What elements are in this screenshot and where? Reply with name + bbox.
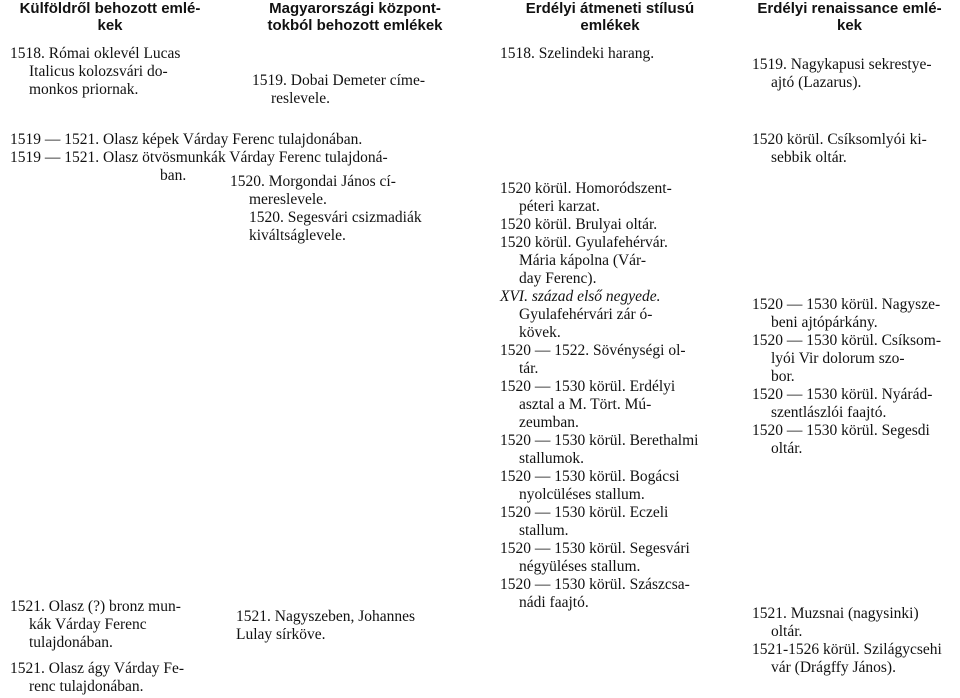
header-col3-line1: Erdélyi átmeneti stílusú — [525, 0, 695, 17]
header-col1-line2: kek — [97, 17, 123, 34]
col3-line-2: péteri karzat. — [519, 198, 600, 215]
col1-entry-1518-line1: 1518. Római oklevél Lucas — [10, 45, 181, 62]
col1-entry-1518 — [10, 45, 215, 99]
col1-entry-1519-line3: ban. — [160, 167, 187, 184]
col4-entry-1519 — [752, 56, 932, 92]
col4-entry-1521-line4: vár (Drágffy János). — [771, 659, 896, 676]
col4-entry-1521-line1: 1521. Muzsnai (nagysinki) — [752, 605, 919, 622]
col3-line-22: négyüléses stallum. — [519, 558, 641, 575]
col3-line-19: 1520 — 1530 körül. Eczeli — [500, 504, 669, 521]
col3-line-21: 1520 — 1530 körül. Segesvári — [500, 540, 690, 557]
col2-entry-1520a-line1: 1520. Morgondai János cí- — [230, 173, 396, 190]
col2-entry-1519-line1: 1519. Dobai Demeter címe- — [252, 72, 426, 89]
col4-entry-1520-line1: 1520 körül. Csíksomlyói ki- — [752, 131, 927, 148]
col1-entry-1521b-line1: 1521. Olasz ágy Várday Fe- — [10, 660, 185, 677]
col2-entry-1521-line1: 1521. Nagyszeben, Johannes — [236, 608, 416, 625]
col1-entry-1519-line1: 1519 — 1521. Olasz képek Várday Ferenc tulajdonában. — [10, 131, 363, 148]
col3-line-16: stallumok. — [519, 450, 585, 467]
col3-list — [500, 180, 698, 612]
col2-entry-1520b-line1: 1520. Segesvári csizmadiák — [249, 209, 422, 226]
col3-line-11: tár. — [519, 360, 539, 377]
header-col2 — [240, 0, 470, 34]
col3-line-8: Gyulafehérvári zár ó- — [519, 306, 653, 323]
header-col1 — [10, 0, 210, 34]
col4-entry-1521-line2: oltár. — [771, 623, 803, 640]
header-col3-line2: emlékek — [580, 17, 640, 34]
col3-line-12: 1520 — 1530 körül. Erdélyi — [500, 378, 676, 395]
col3-line-18: nyolcüléses stallum. — [519, 486, 645, 503]
col1-entry-1521a — [10, 598, 181, 652]
header-col3 — [495, 0, 725, 34]
col3-entry-1518 — [500, 45, 654, 63]
col3-line-10: 1520 — 1522. Sövénységi ol- — [500, 342, 686, 359]
header-col2-line1: Magyarországi központ- — [269, 0, 441, 17]
col4-line-8: 1520 — 1530 körül. Segesdi — [752, 422, 930, 439]
col3-line-3: 1520 körül. Brulyai oltár. — [500, 216, 658, 233]
col3-line-24: nádi faajtó. — [519, 594, 589, 611]
col1-entry-1518-line2: Italicus kolozsvári do- — [29, 63, 168, 80]
col2-entry-1521-line2: Lulay sírköve. — [236, 626, 326, 643]
header-col4 — [742, 0, 957, 34]
col2-entry-1520b-line2: kiváltságlevele. — [249, 227, 346, 244]
col2-entry-1520a — [230, 173, 422, 245]
col1-entry-1521a-line3: tulajdonában. — [29, 634, 113, 651]
col2-entry-1519-line2: reslevele. — [271, 90, 330, 107]
col4-line-9: oltár. — [771, 440, 803, 457]
col1-entry-1518-line3: monkos priornak. — [29, 81, 139, 98]
col3-line-20: stallum. — [519, 522, 569, 539]
col3-line-15: 1520 — 1530 körül. Berethalmi — [500, 432, 699, 449]
col1-entry-1521a-line1: 1521. Olasz (?) bronz mun- — [10, 598, 181, 615]
col3-entry-1518-line1: 1518. Szelindeki harang. — [500, 45, 655, 62]
col1-entry-1521a-line2: kák Várday Ferenc — [29, 616, 147, 633]
col4-entry-1519-line1: 1519. Nagykapusi sekrestye- — [752, 56, 932, 73]
col4-entry-1521-line3: 1521-1526 körül. Szilágycsehi — [752, 641, 942, 658]
col3-line-9: kövek. — [519, 324, 561, 341]
col3-line-13: asztal a M. Tört. Mú- — [519, 396, 652, 413]
header-col2-line2: tokból behozott emlékek — [267, 17, 443, 34]
col4-line-6: 1520 — 1530 körül. Nyárád- — [752, 386, 933, 403]
col3-line-5: Mária kápolna (Vár- — [519, 252, 647, 269]
header-col4-line1: Erdélyi renaissance emlé- — [757, 0, 942, 17]
col4-entry-1520-1530 — [752, 296, 941, 458]
col3-line-23: 1520 — 1530 körül. Szászcsa- — [500, 576, 690, 593]
col3-line-6: day Ferenc). — [519, 270, 597, 287]
col2-entry-1519 — [252, 72, 425, 108]
col3-line-7: XVI. század első negyede. — [500, 288, 661, 305]
col4-line-1: 1520 — 1530 körül. Nagysze- — [752, 296, 941, 313]
col4-line-2: beni ajtópárkány. — [771, 314, 878, 331]
col1-entry-1521b — [10, 660, 184, 696]
col1-entry-1519-line2: 1519 — 1521. Olasz ötvösmunkák Várday Ferenc tulajdoná- — [10, 149, 388, 166]
col3-line-4: 1520 körül. Gyulafehérvár. — [500, 234, 668, 251]
col4-entry-1520 — [752, 131, 927, 167]
col3-line-14: zeumban. — [519, 414, 579, 431]
col3-line-1: 1520 körül. Homoródszent- — [500, 180, 672, 197]
col2-entry-1521 — [236, 608, 415, 644]
col4-entry-1519-line2: ajtó (Lazarus). — [771, 74, 862, 91]
col3-line-17: 1520 — 1530 körül. Bogácsi — [500, 468, 680, 485]
col4-line-7: szentlászlói faajtó. — [771, 404, 887, 421]
col1-entry-1521b-line2: renc tulajdonában. — [29, 678, 144, 695]
col4-line-5: bor. — [771, 368, 795, 385]
col4-line-4: lyói Vir dolorum szo- — [771, 350, 905, 367]
col4-entry-1521 — [752, 605, 942, 677]
header-col1-line1: Külföldről behozott emlé- — [19, 0, 201, 17]
header-col4-line2: kek — [836, 17, 863, 34]
col2-entry-1520a-line2: mereslevele. — [249, 191, 327, 208]
col4-entry-1520-line2: sebbik oltár. — [771, 149, 847, 166]
col4-line-3: 1520 — 1530 körül. Csíksom- — [752, 332, 942, 349]
